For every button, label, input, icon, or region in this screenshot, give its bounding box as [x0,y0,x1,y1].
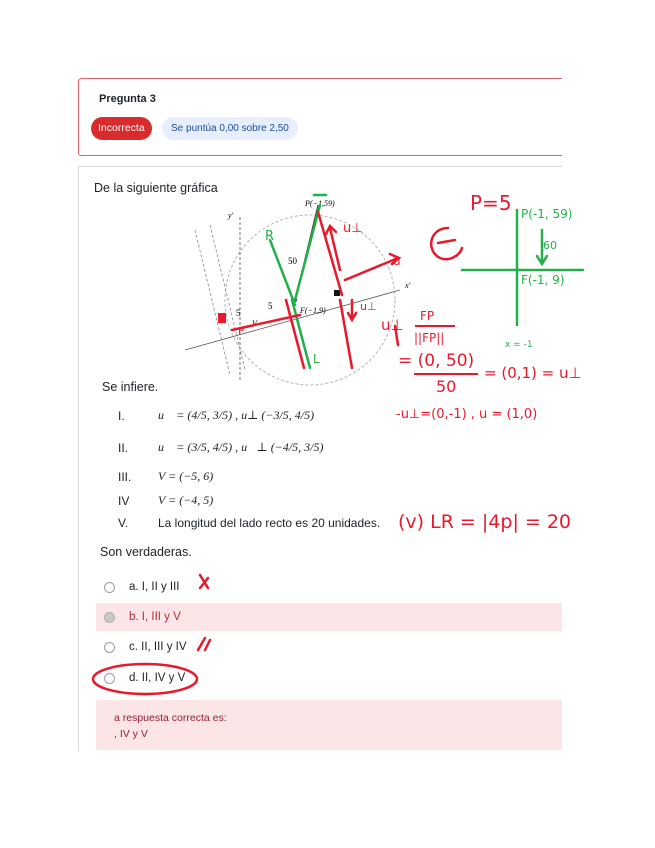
radio-button[interactable] [104,673,115,684]
red-marker [218,313,226,323]
green-x-eq: x = -1 [505,340,533,350]
red-e-stroke [438,240,455,243]
score-badge: Se puntúa 0,00 sobre 2,50 [162,117,298,140]
dist-50-label: 50 [288,256,297,266]
answer-option-d[interactable] [96,664,562,692]
radio-button[interactable] [104,582,115,593]
statement-text: u⃗ = (3/5, 4/5) , u⃗⊥ (−4/5, 3/5) [158,440,324,454]
answer-option-c[interactable] [96,633,562,661]
dist-5b-label: 5 [268,301,273,311]
statement-text: La longitud del lado recto es 20 unidades. [158,516,381,530]
statement-text: V = (−5, 6) [158,469,214,483]
red-neg-ul: -u⊥=(0,-1) , u = (1,0) [396,407,538,422]
axis-x-label: x' [405,281,411,290]
statement-item [118,493,213,508]
red-eq-result: = (0,1) = u⊥ [484,364,582,382]
statement-item [118,516,380,530]
question-title: Pregunta 3 [99,93,156,105]
red-frac-num: FP [420,309,435,323]
red-ul-shaft [330,228,340,270]
green-sixty: 60 [543,239,557,252]
red-p-small: P [238,326,245,337]
statement-item [118,469,213,484]
red-eq-line: = (0, 50) [398,351,475,371]
statement-number: III. [118,469,132,484]
statement-text: u⃗ = (4/5, 3/5) , u⊥ (−3/5, 4/5) [158,408,315,422]
red-ul-small: u⊥ [360,300,377,313]
red-ul-label: u⊥ [343,221,363,236]
feedback-line-2: , IV y V [114,728,148,740]
option-label: b. I, III y V [129,611,181,623]
green-r-label: R [265,229,275,244]
option-label: c. II, III y IV [129,641,187,653]
green-p-point: P(-1, 59) [521,207,573,221]
red-u-label: u [393,254,401,268]
statement-number: I. [118,408,125,423]
feedback-box [96,700,562,750]
vertex-label: V [252,319,257,328]
statement-number: V. [118,516,129,530]
infer-label: Se infiere. [102,380,159,394]
question-stem: De la siguiente gráfica [94,181,218,195]
red-ul-eq: u⊥ [381,316,404,334]
true-label: Son verdaderas. [100,545,192,559]
red-u-shaft [345,258,398,280]
feedback-line-1: a respuesta correcta es: [114,712,227,724]
green-left-line [270,240,295,305]
radio-button[interactable] [104,642,115,653]
statement-item [118,440,323,455]
red-lr-eq: (v) LR = |4p| = 20 [398,511,572,533]
radio-button[interactable] [104,612,115,623]
statement-number: II. [118,440,129,455]
red-frac-den: ||FP|| [414,331,445,345]
option-label: d. II, IV y V [129,672,186,684]
green-f-point: F(-1, 9) [521,273,565,287]
red-e-glyph [431,228,462,259]
point-p-label: P(−1,59) [305,199,335,208]
statement-item [118,408,314,423]
statement-number: IV [118,493,130,508]
status-badge: Incorrecta [91,117,152,140]
answer-option-a[interactable] [96,573,562,601]
axis-y-label: y' [228,211,234,220]
green-fp-line [295,205,320,300]
red-parallel-line-2 [340,300,352,368]
answer-option-b[interactable] [96,603,562,631]
red-p-eq: P=5 [470,191,512,215]
option-label: a. I, II y III [129,581,180,593]
red-eq-den: 50 [436,377,457,396]
dist-5a-label: 5 [236,308,241,318]
green-l-label: L [313,352,320,366]
statement-text: V = (−4, 5) [158,493,214,507]
focus-label: F(−1,9) [300,306,326,315]
